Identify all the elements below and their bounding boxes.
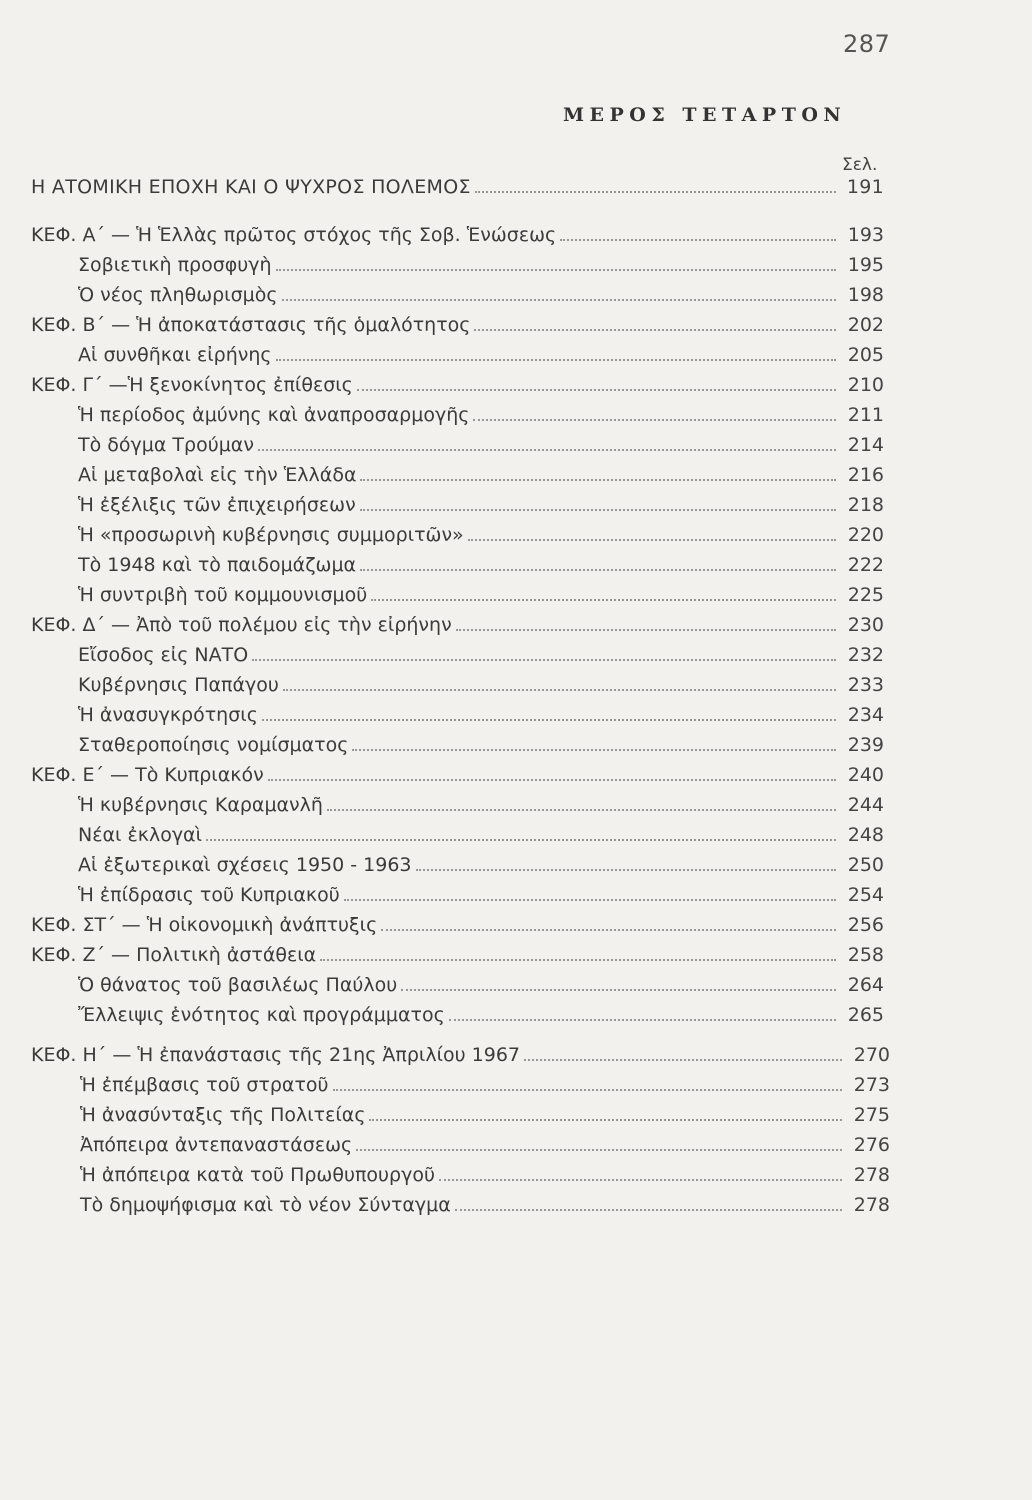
toc-entry-title: ΚΕΦ. Ε΄ — Τὸ Κυπριακόν — [31, 764, 264, 786]
toc-section-entry — [80, 1194, 890, 1224]
dot-leader — [252, 645, 836, 661]
toc-section-entry — [78, 884, 884, 914]
toc-entry-page: 205 — [847, 344, 884, 366]
dot-leader — [327, 795, 836, 811]
toc-entry-page: 234 — [847, 704, 884, 726]
dot-leader — [456, 615, 836, 631]
toc-entry-page: 211 — [847, 404, 884, 426]
dot-leader — [468, 525, 836, 541]
toc-entry-title: Ἡ ἀνασυγκρότησις — [78, 704, 258, 726]
toc-entry-title: Σταθεροποίησις νομίσματος — [78, 734, 349, 756]
toc-entry-title: ΚΕΦ. Ζ΄ — Πολιτικὴ ἀστάθεια — [31, 944, 317, 966]
toc-section-entry — [78, 554, 884, 584]
toc-entry-title: Ἀπόπειρα ἀντεπαναστάσεως — [80, 1134, 353, 1156]
dot-leader — [344, 885, 836, 901]
dot-leader — [475, 177, 836, 193]
toc-section-entry — [78, 644, 884, 674]
toc-entry-page: 193 — [847, 224, 884, 246]
toc-section-entry — [80, 1134, 890, 1164]
toc-chapter-entry — [31, 764, 884, 794]
toc-entry-title: Ἡ περίοδος ἀμύνης καὶ ἀναπροσαρμογῆς — [78, 404, 470, 426]
dot-leader — [283, 675, 836, 691]
toc-entry-title: ΚΕΦ. Η΄ — Ἡ ἐπανάστασις τῆς 21ης Ἀπριλίου 1967 — [31, 1044, 521, 1066]
toc-entry-page: 232 — [847, 644, 884, 666]
toc-entry-page: 218 — [847, 494, 884, 516]
toc-section-entry — [80, 1074, 890, 1104]
dot-leader — [524, 1045, 842, 1061]
toc-section-entry — [78, 794, 884, 824]
toc-entry-page: 216 — [847, 464, 884, 486]
toc-entry-page: 265 — [847, 1004, 884, 1026]
dot-leader — [401, 975, 836, 991]
toc-section-entry — [78, 824, 884, 854]
toc-entry-page: 233 — [847, 674, 884, 696]
toc-entry-page: 258 — [847, 944, 884, 966]
toc-entry-page: 191 — [846, 176, 884, 198]
toc-entry-title: ΚΕΦ. Δ΄ — Ἀπὸ τοῦ πολέμου εἰς τὴν εἰρήνην — [31, 614, 452, 636]
toc-section-entry — [78, 284, 884, 314]
toc-section-entry — [78, 704, 884, 734]
dot-leader — [369, 1105, 842, 1121]
toc-section-entry — [78, 494, 884, 524]
toc-entry-page: 202 — [847, 314, 884, 336]
toc-chapter-entry — [31, 614, 884, 644]
toc-entry-title: Τὸ δόγμα Τρούμαν — [78, 434, 254, 456]
toc-entry-title: Αἱ μεταβολαὶ εἰς τὴν Ἑλλάδα — [78, 464, 357, 486]
toc-entry-page: 273 — [853, 1074, 890, 1096]
toc-entry-page: 275 — [853, 1104, 890, 1126]
toc-entry-page: 254 — [847, 884, 884, 906]
toc-section-entry — [78, 974, 884, 1004]
toc-entry-page: 250 — [847, 854, 884, 876]
toc-entry-page: 278 — [853, 1164, 890, 1186]
toc-section-entry — [78, 1004, 884, 1034]
toc-chapter-entry — [31, 314, 884, 344]
dot-leader — [333, 1075, 842, 1091]
toc-entry-page: 276 — [853, 1134, 890, 1156]
dot-leader — [473, 405, 836, 421]
toc-section-entry — [78, 854, 884, 884]
dot-leader — [276, 345, 836, 361]
toc-entry-title: ΚΕΦ. Α΄ — Ἡ Ἑλλὰς πρῶτος στόχος τῆς Σοβ. Ἑνώσεως — [31, 224, 557, 246]
toc-entry-title: ΚΕΦ. ΣΤ΄ — Ἡ οἰκονομικὴ ἀνάπτυξις — [31, 914, 378, 936]
toc-entry-page: 244 — [847, 794, 884, 816]
dot-leader — [360, 465, 836, 481]
toc-entry-page: 225 — [847, 584, 884, 606]
toc-entry-title: Ὁ νέος πληθωρισμὸς — [78, 284, 278, 306]
toc-entry-title: Τὸ 1948 καὶ τὸ παιδομάζωμα — [78, 554, 357, 576]
dot-leader — [356, 1135, 842, 1151]
toc-entry-title: Ἡ κυβέρνησις Καραμανλῆ — [78, 794, 323, 816]
toc-entry-page: 264 — [847, 974, 884, 996]
dot-leader — [282, 285, 836, 301]
toc-entry-title: Αἱ ἐξωτερικαὶ σχέσεις 1950 - 1963 — [78, 854, 412, 876]
toc-entry-title: Η ΑΤΟΜΙΚΗ ΕΠΟΧΗ ΚΑΙ Ο ΨΥΧΡΟΣ ΠΟΛΕΜΟΣ — [31, 176, 471, 198]
toc-entry-title: Ἡ συντριβὴ τοῦ κομμουνισμοῦ — [78, 584, 368, 606]
toc-entry-page: 278 — [853, 1194, 890, 1216]
toc-entry-title: ΚΕΦ. Β΄ — Ἡ ἀποκατάστασις τῆς ὁμαλότητος — [31, 314, 471, 336]
toc-entry-page: 270 — [853, 1044, 890, 1066]
dot-leader — [268, 765, 836, 781]
dot-leader — [360, 555, 836, 571]
toc-section-entry — [78, 584, 884, 614]
toc-chapter-entry — [31, 224, 884, 254]
toc-chapter-entry — [31, 914, 884, 944]
toc-entry-page: 195 — [847, 254, 884, 276]
toc-chapter-entry — [31, 1044, 890, 1074]
toc-entry-title: Εἴσοδος εἰς ΝΑΤΟ — [78, 644, 249, 666]
toc-section-entry — [78, 674, 884, 704]
toc-entry-title: Κυβέρνησις Παπάγου — [78, 674, 279, 696]
dot-leader — [320, 945, 836, 961]
dot-leader — [455, 1195, 842, 1211]
toc-entry-title: Ἡ ἐπίδρασις τοῦ Κυπριακοῦ — [78, 884, 340, 906]
toc-entry-page: 210 — [847, 374, 884, 396]
dot-leader — [357, 375, 836, 391]
dot-leader — [381, 915, 836, 931]
dot-leader — [262, 705, 836, 721]
toc-section-entry — [78, 434, 884, 464]
toc-entry-title: Αἱ συνθῆκαι εἰρήνης — [78, 344, 272, 366]
toc-entry-title: Ἔλλειψις ἑνότητος καὶ προγράμματος — [78, 1004, 445, 1026]
toc-entry-title: Ἡ ἐπέμβασις τοῦ στρατοῦ — [80, 1074, 329, 1096]
toc-chapter-entry — [31, 944, 884, 974]
dot-leader — [360, 495, 836, 511]
toc-section-entry — [78, 344, 884, 374]
toc-entry-title: Ὁ θάνατος τοῦ βασιλέως Παύλου — [78, 974, 398, 996]
toc-section-entry — [78, 524, 884, 554]
toc-section-entry — [78, 404, 884, 434]
toc-section-entry — [78, 464, 884, 494]
toc-entry-page: 256 — [847, 914, 884, 936]
toc-entry-page: 230 — [847, 614, 884, 636]
dot-leader — [439, 1165, 842, 1181]
page-number: 287 — [843, 30, 891, 58]
toc-entry-page: 248 — [847, 824, 884, 846]
part-title: ΜΕΡΟΣ ΤΕΤΑΡΤΟΝ — [563, 104, 847, 126]
toc-entry-title: ΚΕΦ. Γ΄ —Ἡ ξενοκίνητος ἐπίθεσις — [31, 374, 353, 396]
toc-entry-title: Νέαι ἐκλογαὶ — [78, 824, 203, 846]
dot-leader — [416, 855, 837, 871]
dot-leader — [258, 435, 836, 451]
toc-section-entry — [78, 254, 884, 284]
dot-leader — [560, 225, 836, 241]
toc-entry-page: 214 — [847, 434, 884, 456]
toc-entry-page: 239 — [847, 734, 884, 756]
toc-entry-title: Ἡ «προσωρινὴ κυβέρνησις συμμοριτῶν» — [78, 524, 464, 546]
toc-entry-page: 240 — [847, 764, 884, 786]
toc-section-entry — [78, 734, 884, 764]
toc-entry-title: Τὸ δημοψήφισμα καὶ τὸ νέον Σύνταγμα — [80, 1194, 451, 1216]
dot-leader — [206, 825, 836, 841]
toc-entry-page: 198 — [847, 284, 884, 306]
toc-entry-title: Ἡ ἐξέλιξις τῶν ἐπιχειρήσεων — [78, 494, 356, 516]
toc-section-entry — [80, 1164, 890, 1194]
toc-entry-page: 222 — [847, 554, 884, 576]
toc-part-entry — [31, 176, 884, 206]
dot-leader — [449, 1005, 836, 1021]
toc-entry-title: Ἡ ἀνασύνταξις τῆς Πολιτείας — [80, 1104, 366, 1126]
dot-leader — [474, 315, 836, 331]
toc-entry-title: Ἡ ἀπόπειρα κατὰ τοῦ Πρωθυπουργοῦ — [80, 1164, 435, 1186]
dot-leader — [276, 255, 836, 271]
dot-leader — [371, 585, 836, 601]
dot-leader — [352, 735, 836, 751]
toc-chapter-entry — [31, 374, 884, 404]
toc-section-entry — [80, 1104, 890, 1134]
toc-entry-page: 220 — [847, 524, 884, 546]
toc-entry-title: Σοβιετικὴ προσφυγὴ — [78, 254, 272, 276]
page-column-label: Σελ. — [842, 155, 878, 175]
